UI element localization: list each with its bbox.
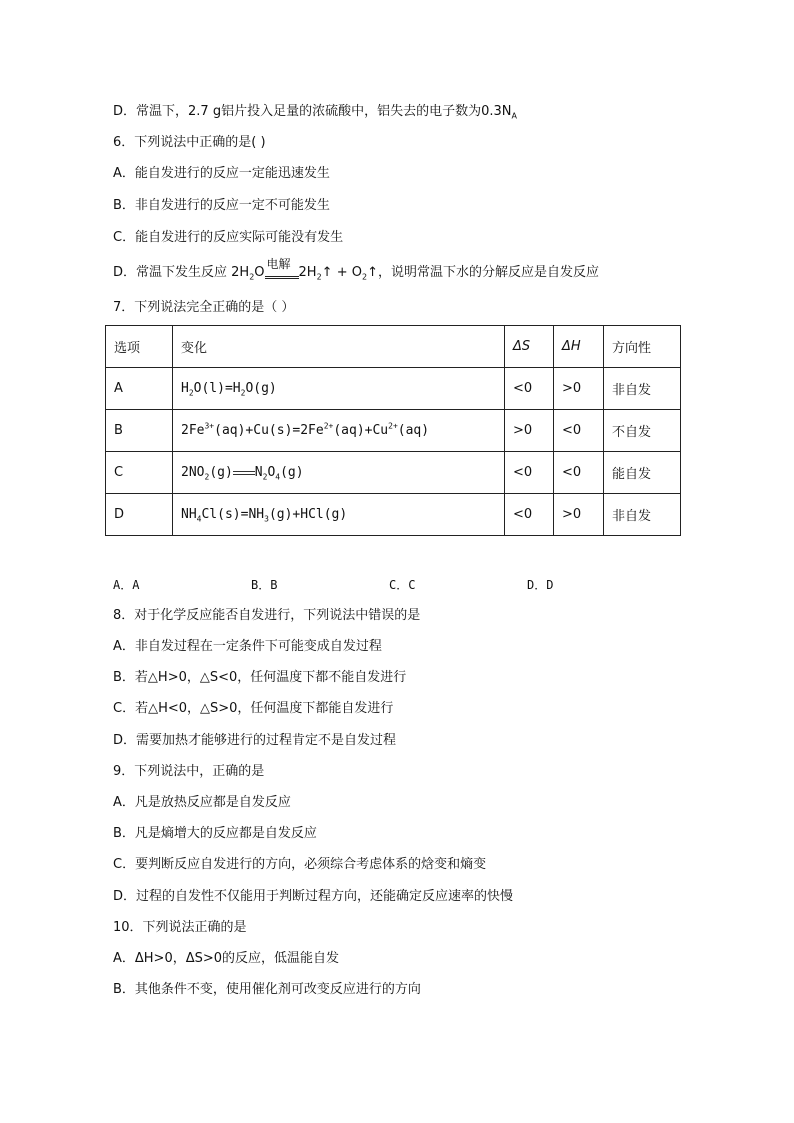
q8-option-b: B．若△H>0，△S<0，任何温度下都不能自发进行 (113, 670, 407, 685)
header-ds: ΔS (505, 326, 554, 368)
header-change: 变化 (173, 326, 505, 368)
row-a-opt: A (106, 368, 173, 410)
table-row (106, 452, 681, 494)
q5-option-d: D．常温下，2.7 g铝片投入足量的浓硫酸中，铝失去的电子数为$0.3N_A$ (113, 104, 517, 121)
q10-option-b: B．其他条件不变，使用催化剂可改变反应进行的方向 (113, 982, 421, 997)
q6-option-b: B．非自发进行的反应一定不可能发生 (113, 198, 330, 213)
q9-option-c: C．要判断反应自发进行的方向，必须综合考虑体系的焓变和熵变 (113, 857, 487, 872)
q7-stem: 7．下列说法完全正确的是（ ） (113, 300, 295, 315)
row-a-dir: 非自发 (604, 368, 681, 410)
row-c-opt: C (106, 452, 173, 494)
q9-option-d: D．过程的自发性不仅能用于判断过程方向，还能确定反应速率的快慢 (113, 889, 514, 904)
table-row (106, 368, 681, 410)
row-a-change: $H_2O(l)=H_2O(g)$ (173, 368, 505, 410)
q6-stem: 6．下列说法中正确的是( ) (113, 135, 266, 150)
q6-option-c: C．能自发进行的反应实际可能没有发生 (113, 230, 344, 245)
row-b-ds: >0 (505, 410, 554, 452)
header-option: 选项 (106, 326, 173, 368)
q8-stem: 8．对于化学反应能否自发进行，下列说法中错误的是 (113, 608, 421, 623)
q7-choice-c: C．C (389, 578, 416, 592)
q6-option-a: A．能自发进行的反应一定能迅速发生 (113, 166, 330, 181)
row-c-change: $2NO_2(g)$ $N_2O_4(g)$ (173, 452, 505, 494)
q7-choices (113, 576, 553, 594)
row-a-dh: >0 (554, 368, 604, 410)
q8-option-c: C．若△H<0，△S>0，任何温度下都能自发进行 (113, 701, 394, 716)
table-row (106, 494, 681, 536)
header-direction: 方向性 (604, 326, 681, 368)
q9-option-a: A．凡是放热反应都是自发反应 (113, 795, 291, 810)
row-b-dh: <0 (554, 410, 604, 452)
q7-choice-b: B．B (251, 578, 278, 592)
header-dh: ΔH (554, 326, 604, 368)
row-d-dir: 非自发 (604, 494, 681, 536)
q9-option-b: B．凡是熵增大的反应都是自发反应 (113, 826, 317, 841)
row-b-opt: B (106, 410, 173, 452)
row-d-opt: D (106, 494, 173, 536)
table-row (106, 410, 681, 452)
q10-stem: 10．下列说法正确的是 (113, 920, 247, 935)
q7-choice-d: D．D (527, 578, 554, 592)
row-d-ds: <0 (505, 494, 554, 536)
row-d-dh: >0 (554, 494, 604, 536)
row-a-ds: <0 (505, 368, 554, 410)
table-header-row (106, 326, 681, 368)
row-c-dh: <0 (554, 452, 604, 494)
row-b-dir: 不自发 (604, 410, 681, 452)
row-b-change: $2Fe^{3+}(aq)+Cu(s)=2Fe^{2+}(aq)+Cu^{2+}(aq)$ (173, 410, 505, 452)
row-d-change: $NH_4Cl(s)=NH_3(g)+HCl(g)$ (173, 494, 505, 536)
q10-option-a: A．ΔH>0，ΔS>0的反应，低温能自发 (113, 951, 340, 966)
row-c-ds: <0 (505, 452, 554, 494)
q9-stem: 9．下列说法中，正确的是 (113, 764, 265, 779)
q7-choice-a: A．A (113, 578, 140, 592)
row-c-dir: 能自发 (604, 452, 681, 494)
q8-option-d: D．需要加热才能够进行的过程肯定不是自发过程 (113, 733, 397, 748)
q8-option-a: A．非自发过程在一定条件下可能变成自发过程 (113, 639, 382, 654)
electrolysis-arrow-icon: 电解 (265, 264, 299, 282)
q6-option-d: D．常温下发生反应 $2H_2O$ 电解 $2H_2↑$ + $O_2↑$，说明常温下水的分解反应是自发反应 (113, 257, 599, 282)
q7-table (105, 325, 681, 536)
